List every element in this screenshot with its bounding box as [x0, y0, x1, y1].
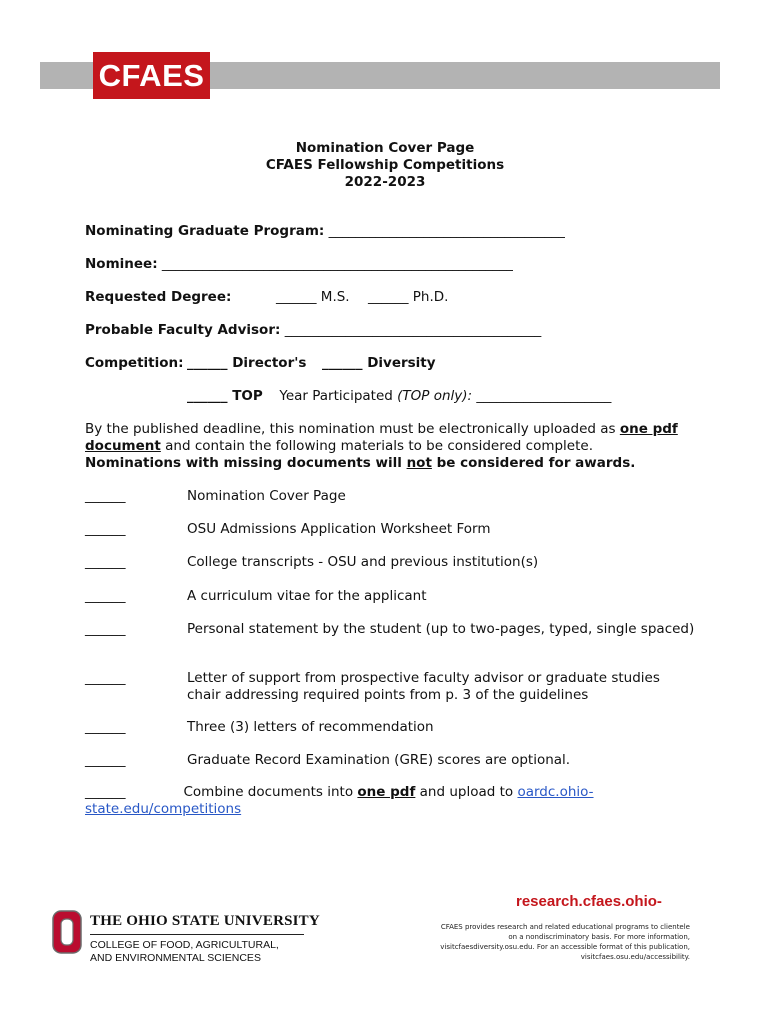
final-text-2: and upload to	[415, 784, 518, 800]
program-field	[85, 223, 565, 239]
checklist-item: A curriculum vitae for the applicant	[187, 588, 427, 604]
warning-text-a: Nominations with missing documents will	[85, 455, 407, 471]
missing-docs-warning	[85, 455, 635, 471]
advisor-blank[interactable]: ______________________________________	[284, 322, 542, 338]
advisor-field	[85, 322, 541, 338]
checklist-blank[interactable]: ______	[85, 719, 126, 735]
advisor-label: Probable Faculty Advisor:	[85, 322, 281, 338]
one-pdf-emphasis: one pdf	[357, 784, 416, 800]
checklist-item: OSU Admissions Application Worksheet Form	[187, 521, 491, 537]
checklist-item: Three (3) letters of recommendation	[187, 719, 434, 735]
title-line-3: 2022-2023	[344, 174, 426, 190]
final-blank[interactable]: ______	[85, 784, 126, 800]
top-row	[187, 388, 611, 404]
checklist-item: Personal statement by the student (up to two-pages, typed, single spaced)	[187, 621, 695, 637]
osu-block-o-logo	[52, 910, 82, 954]
instructions-text-1: By the published deadline, this nomination must be electronically uploaded as	[85, 421, 620, 437]
directors-option[interactable]: ______ Director's	[187, 355, 307, 371]
footer-divider	[90, 934, 304, 935]
checklist-item: College transcripts - OSU and previous institution(s)	[187, 554, 539, 570]
nominee-label: Nominee:	[85, 256, 158, 272]
page-title	[0, 140, 770, 191]
checklist-blank[interactable]: ______	[85, 521, 126, 537]
checklist-blank[interactable]: ______	[85, 588, 126, 604]
checklist-blank[interactable]: ______	[85, 752, 126, 768]
degree-field	[85, 289, 231, 305]
title-line-1: Nomination Cover Page	[295, 140, 475, 156]
research-url[interactable]: research.cfaes.ohio-	[516, 893, 662, 910]
year-label: Year Participated	[279, 388, 393, 404]
instructions	[85, 421, 705, 472]
program-label: Nominating Graduate Program:	[85, 223, 325, 239]
program-blank[interactable]: ___________________________________	[328, 223, 565, 239]
cfaes-logo: CFAES	[93, 52, 210, 99]
ms-option[interactable]: ______ M.S.	[276, 289, 350, 305]
final-instruction	[85, 784, 705, 818]
final-text: Combine documents into	[183, 784, 358, 800]
competition-field	[85, 355, 184, 371]
nondiscrimination-disclaimer: CFAES provides research and related educational programs to clientele on a nondiscriminatory basis. For more information, visitcfaesdiversity.osu.edu. For an accessible format of this publication, visitcfaes.osu.edu/accessibility.	[440, 923, 690, 961]
warning-text-b: be considered for awards.	[431, 455, 636, 471]
diversity-option[interactable]: ______ Diversity	[322, 355, 436, 371]
phd-option[interactable]: ______ Ph.D.	[368, 289, 449, 305]
degree-label: Requested Degree:	[85, 289, 232, 305]
checklist-blank[interactable]: ______	[85, 621, 126, 637]
year-note: (TOP only):	[397, 388, 473, 404]
college-line-1: COLLEGE OF FOOD, AGRICULTURAL,	[90, 939, 279, 951]
competitions-link[interactable]: oardc.ohio-state.edu/competitions	[85, 784, 594, 817]
nominee-blank[interactable]: ____________________________________________________	[161, 256, 513, 272]
title-line-2: CFAES Fellowship Competitions	[265, 157, 505, 173]
checklist-blank[interactable]: ______	[85, 554, 126, 570]
university-name: THE OHIO STATE UNIVERSITY	[90, 913, 320, 929]
checklist-item: Letter of support from prospective faculty advisor or graduate studies chair addressing required points from p. 3 of the guidelines	[187, 670, 660, 703]
college-name	[90, 939, 279, 965]
one-pdf-document-emphasis: one pdf document	[85, 421, 678, 454]
instructions-text-2: and contain the following materials to be considered complete.	[160, 438, 594, 454]
warning-not: not	[406, 455, 432, 471]
checklist-item: Graduate Record Examination (GRE) scores are optional.	[187, 752, 571, 768]
checklist-blank[interactable]: ______	[85, 670, 126, 686]
checklist-blank[interactable]: ______	[85, 488, 126, 504]
nominee-field	[85, 256, 513, 272]
year-blank[interactable]: ____________________	[476, 388, 612, 404]
top-option[interactable]: ______ TOP	[187, 388, 263, 404]
college-line-2: AND ENVIRONMENTAL SCIENCES	[90, 952, 261, 964]
checklist-item: Nomination Cover Page	[187, 488, 346, 504]
competition-label: Competition:	[85, 355, 184, 371]
